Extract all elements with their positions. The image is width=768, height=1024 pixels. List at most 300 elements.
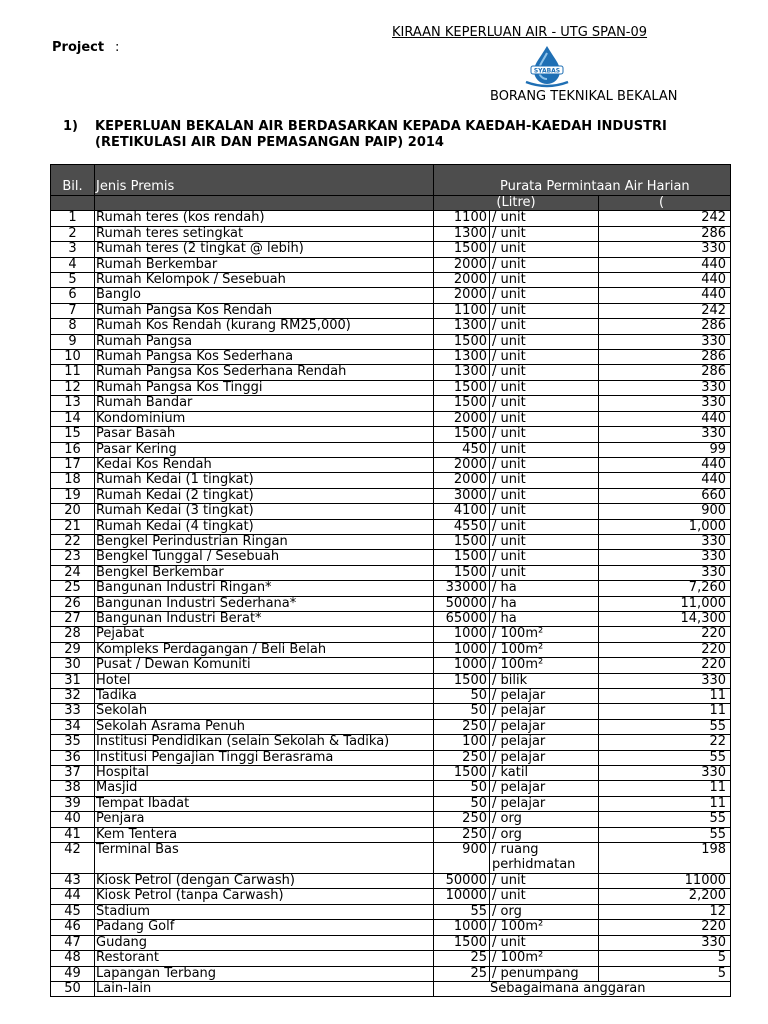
cell-gallon-value: 2,200 xyxy=(599,889,731,904)
syabas-logo xyxy=(522,44,572,90)
section-heading-line1: KEPERLUAN BEKALAN AIR BERDASARKAN KEPADA KAEDAH-KAEDAH INDUSTRI xyxy=(95,119,667,134)
cell-gallon-value: 286 xyxy=(599,365,731,380)
cell-bil: 3 xyxy=(51,242,95,257)
cell-litre-value: 33000 xyxy=(434,581,490,596)
cell-jenis-premis: Rumah Kedai (1 tingkat) xyxy=(95,473,434,488)
cell-gallon-value: 55 xyxy=(599,719,731,734)
table-row xyxy=(51,288,731,303)
cell-unit: / pelajar xyxy=(490,796,599,811)
form-subtitle: BORANG TEKNIKAL BEKALAN xyxy=(490,89,678,104)
cell-gallon-value: 660 xyxy=(599,488,731,503)
header-jenis-premis: Jenis Premis xyxy=(95,165,434,196)
cell-jenis-premis: Rumah Pangsa xyxy=(95,334,434,349)
cell-bil: 17 xyxy=(51,457,95,472)
cell-jenis-premis: Rumah Kelompok / Sesebuah xyxy=(95,273,434,288)
table-row xyxy=(51,211,731,226)
table-row xyxy=(51,920,731,935)
table-row xyxy=(51,796,731,811)
cell-gallon-value: 11000 xyxy=(599,874,731,889)
cell-gallon-value: 55 xyxy=(599,812,731,827)
table-row xyxy=(51,473,731,488)
cell-litre-value: 100 xyxy=(434,735,490,750)
cell-gallon-value: 12 xyxy=(599,904,731,919)
cell-jenis-premis: Rumah teres (kos rendah) xyxy=(95,211,434,226)
cell-unit: / ruang perhidmatan xyxy=(490,843,599,874)
cell-unit: / 100m² xyxy=(490,627,599,642)
cell-jenis-premis: Restorant xyxy=(95,951,434,966)
cell-bil: 7 xyxy=(51,303,95,318)
cell-gallon-value: 286 xyxy=(599,226,731,241)
table-row xyxy=(51,242,731,257)
table-row xyxy=(51,442,731,457)
cell-unit: / unit xyxy=(490,380,599,395)
cell-bil: 21 xyxy=(51,519,95,534)
cell-unit: / pelajar xyxy=(490,704,599,719)
cell-gallon-value: 330 xyxy=(599,427,731,442)
cell-litre-value: 1100 xyxy=(434,303,490,318)
cell-bil: 31 xyxy=(51,673,95,688)
cell-unit: / unit xyxy=(490,396,599,411)
cell-bil: 48 xyxy=(51,951,95,966)
cell-jenis-premis: Pusat / Dewan Komuniti xyxy=(95,658,434,673)
cell-bil: 1 xyxy=(51,211,95,226)
table-row xyxy=(51,257,731,272)
cell-unit: / unit xyxy=(490,874,599,889)
cell-jenis-premis: Bengkel Tunggal / Sesebuah xyxy=(95,550,434,565)
cell-unit: / katil xyxy=(490,766,599,781)
cell-unit: / unit xyxy=(490,442,599,457)
subheader-gallon: ( xyxy=(599,196,731,211)
cell-litre-value: 2000 xyxy=(434,473,490,488)
table-row xyxy=(51,889,731,904)
water-demand-table xyxy=(50,164,731,997)
cell-gallon-value: 330 xyxy=(599,550,731,565)
cell-unit: / unit xyxy=(490,257,599,272)
cell-litre-value: 50 xyxy=(434,689,490,704)
cell-jenis-premis: Hotel xyxy=(95,673,434,688)
cell-jenis-premis: Penjara xyxy=(95,812,434,827)
table-row xyxy=(51,750,731,765)
cell-litre-value: 900 xyxy=(434,843,490,874)
table-row xyxy=(51,365,731,380)
cell-jenis-premis: Bangunan Industri Ringan* xyxy=(95,581,434,596)
cell-jenis-premis: Stadium xyxy=(95,904,434,919)
project-colon: : xyxy=(115,40,120,55)
cell-unit: / unit xyxy=(490,519,599,534)
cell-unit: / ha xyxy=(490,596,599,611)
cell-jenis-premis: Sekolah xyxy=(95,704,434,719)
cell-unit: / unit xyxy=(490,534,599,549)
cell-gallon-value: 11,000 xyxy=(599,596,731,611)
cell-bil: 4 xyxy=(51,257,95,272)
table-row xyxy=(51,642,731,657)
cell-gallon-value: 22 xyxy=(599,735,731,750)
cell-gallon-value: 286 xyxy=(599,319,731,334)
cell-litre-value: 450 xyxy=(434,442,490,457)
cell-litre-value: 3000 xyxy=(434,488,490,503)
cell-unit: / unit xyxy=(490,303,599,318)
table-row xyxy=(51,334,731,349)
subheader-litre: (Litre) xyxy=(434,196,599,211)
table-row xyxy=(51,904,731,919)
table-row xyxy=(51,303,731,318)
cell-unit: / unit xyxy=(490,457,599,472)
cell-bil: 15 xyxy=(51,427,95,442)
cell-unit: / pelajar xyxy=(490,719,599,734)
cell-gallon-value: 330 xyxy=(599,565,731,580)
cell-gallon-value: 5 xyxy=(599,951,731,966)
cell-litre-value: 1300 xyxy=(434,226,490,241)
cell-jenis-premis: Bengkel Perindustrian Ringan xyxy=(95,534,434,549)
cell-litre-value: 50 xyxy=(434,704,490,719)
cell-litre-value: 65000 xyxy=(434,611,490,626)
document-title: KIRAAN KEPERLUAN AIR - UTG SPAN-09 xyxy=(392,25,648,40)
cell-bil: 24 xyxy=(51,565,95,580)
cell-litre-value: 50 xyxy=(434,796,490,811)
cell-unit: / unit xyxy=(490,935,599,950)
cell-bil: 40 xyxy=(51,812,95,827)
cell-bil: 14 xyxy=(51,411,95,426)
cell-gallon-value: 440 xyxy=(599,257,731,272)
cell-jenis-premis: Sekolah Asrama Penuh xyxy=(95,719,434,734)
cell-unit: / unit xyxy=(490,427,599,442)
cell-gallon-value: 55 xyxy=(599,827,731,842)
cell-bil: 26 xyxy=(51,596,95,611)
cell-bil: 13 xyxy=(51,396,95,411)
cell-gallon-value: 440 xyxy=(599,273,731,288)
cell-jenis-premis: Terminal Bas xyxy=(95,843,434,874)
cell-gallon-value: 5 xyxy=(599,966,731,981)
logo-text: SYABAS xyxy=(533,67,561,75)
cell-unit: / pelajar xyxy=(490,689,599,704)
table-row xyxy=(51,874,731,889)
cell-bil: 35 xyxy=(51,735,95,750)
cell-unit: / pelajar xyxy=(490,735,599,750)
subheader-empty-bil xyxy=(51,196,95,211)
cell-jenis-premis: Kondominium xyxy=(95,411,434,426)
cell-jenis-premis: Kedai Kos Rendah xyxy=(95,457,434,472)
cell-bil: 28 xyxy=(51,627,95,642)
cell-gallon-value: 220 xyxy=(599,658,731,673)
cell-bil: 39 xyxy=(51,796,95,811)
table-row xyxy=(51,812,731,827)
table-row xyxy=(51,273,731,288)
table-body xyxy=(51,211,731,997)
cell-gallon-value: 440 xyxy=(599,411,731,426)
cell-litre-value: 1000 xyxy=(434,658,490,673)
cell-litre-value: 25 xyxy=(434,951,490,966)
cell-unit: / unit xyxy=(490,350,599,365)
table-row xyxy=(51,457,731,472)
table-row xyxy=(51,396,731,411)
cell-bil: 8 xyxy=(51,319,95,334)
subheader-empty-jenis xyxy=(95,196,434,211)
cell-litre-value: 1100 xyxy=(434,211,490,226)
cell-jenis-premis: Padang Golf xyxy=(95,920,434,935)
cell-bil: 19 xyxy=(51,488,95,503)
table-row xyxy=(51,350,731,365)
cell-gallon-value: 11 xyxy=(599,689,731,704)
cell-bil: 16 xyxy=(51,442,95,457)
cell-litre-value: 50 xyxy=(434,781,490,796)
cell-jenis-premis: Institusi Pendidikan (selain Sekolah & Tadika) xyxy=(95,735,434,750)
cell-jenis-premis: Rumah teres setingkat xyxy=(95,226,434,241)
cell-jenis-premis: Kem Tentera xyxy=(95,827,434,842)
cell-litre-value: 1500 xyxy=(434,534,490,549)
cell-litre-value: 1500 xyxy=(434,935,490,950)
table-header-row xyxy=(51,165,731,196)
cell-bil: 42 xyxy=(51,843,95,874)
table-row xyxy=(51,380,731,395)
cell-bil: 46 xyxy=(51,920,95,935)
cell-litre-value: 50000 xyxy=(434,874,490,889)
cell-gallon-value: 11 xyxy=(599,781,731,796)
cell-litre-value: 250 xyxy=(434,827,490,842)
cell-jenis-premis: Kiosk Petrol (tanpa Carwash) xyxy=(95,889,434,904)
cell-jenis-premis: Bangunan Industri Berat* xyxy=(95,611,434,626)
cell-bil: 20 xyxy=(51,504,95,519)
cell-bil: 27 xyxy=(51,611,95,626)
cell-bil: 34 xyxy=(51,719,95,734)
table-subheader-row xyxy=(51,196,731,211)
table-row xyxy=(51,534,731,549)
cell-gallon-value: 900 xyxy=(599,504,731,519)
cell-unit: / 100m² xyxy=(490,642,599,657)
cell-bil: 9 xyxy=(51,334,95,349)
cell-gallon-value: 440 xyxy=(599,288,731,303)
project-label: Project xyxy=(52,40,105,55)
cell-bil: 10 xyxy=(51,350,95,365)
cell-litre-value: 1500 xyxy=(434,334,490,349)
cell-unit: / unit xyxy=(490,550,599,565)
cell-litre-value: 1000 xyxy=(434,627,490,642)
cell-unit: / unit xyxy=(490,473,599,488)
cell-litre-value: 1500 xyxy=(434,396,490,411)
cell-bil: 36 xyxy=(51,750,95,765)
cell-bil: 6 xyxy=(51,288,95,303)
table-row xyxy=(51,411,731,426)
header-purata: Purata Permintaan Air Harian xyxy=(434,165,731,196)
cell-unit: / unit xyxy=(490,242,599,257)
cell-gallon-value: 242 xyxy=(599,303,731,318)
cell-unit: / unit xyxy=(490,411,599,426)
table-row xyxy=(51,966,731,981)
cell-jenis-premis: Gudang xyxy=(95,935,434,950)
cell-gallon-value: 330 xyxy=(599,396,731,411)
cell-bil: 41 xyxy=(51,827,95,842)
cell-bil: 30 xyxy=(51,658,95,673)
cell-jenis-premis: Rumah Pangsa Kos Rendah xyxy=(95,303,434,318)
table-row xyxy=(51,427,731,442)
cell-bil: 23 xyxy=(51,550,95,565)
cell-bil: 44 xyxy=(51,889,95,904)
cell-litre-value: 1500 xyxy=(434,380,490,395)
cell-gallon-value: 11 xyxy=(599,704,731,719)
cell-unit: / unit xyxy=(490,226,599,241)
water-demand-table-container xyxy=(50,164,727,1002)
cell-bil: 33 xyxy=(51,704,95,719)
cell-gallon-value: 286 xyxy=(599,350,731,365)
table-row xyxy=(51,766,731,781)
cell-unit: / 100m² xyxy=(490,658,599,673)
cell-litre-value: 4100 xyxy=(434,504,490,519)
cell-jenis-premis: Tempat Ibadat xyxy=(95,796,434,811)
cell-gallon-value: 330 xyxy=(599,534,731,549)
table-row xyxy=(51,843,731,874)
cell-bil: 50 xyxy=(51,981,95,996)
cell-gallon-value: 330 xyxy=(599,673,731,688)
table-row xyxy=(51,673,731,688)
cell-unit: / pelajar xyxy=(490,750,599,765)
cell-jenis-premis: Rumah Pangsa Kos Sederhana Rendah xyxy=(95,365,434,380)
cell-gallon-value: 242 xyxy=(599,211,731,226)
table-row xyxy=(51,704,731,719)
cell-estimate-note: Sebagaimana anggaran xyxy=(434,981,731,996)
cell-litre-value: 2000 xyxy=(434,288,490,303)
cell-unit: / unit xyxy=(490,565,599,580)
cell-unit: / unit xyxy=(490,504,599,519)
cell-bil: 11 xyxy=(51,365,95,380)
cell-litre-value: 250 xyxy=(434,719,490,734)
table-row xyxy=(51,951,731,966)
cell-jenis-premis: Rumah Kedai (2 tingkat) xyxy=(95,488,434,503)
cell-jenis-premis: Kiosk Petrol (dengan Carwash) xyxy=(95,874,434,889)
cell-unit: / unit xyxy=(490,211,599,226)
cell-litre-value: 50000 xyxy=(434,596,490,611)
table-row xyxy=(51,735,731,750)
cell-bil: 18 xyxy=(51,473,95,488)
cell-litre-value: 1500 xyxy=(434,242,490,257)
cell-bil: 32 xyxy=(51,689,95,704)
cell-litre-value: 2000 xyxy=(434,257,490,272)
table-row xyxy=(51,981,731,996)
cell-gallon-value: 7,260 xyxy=(599,581,731,596)
cell-unit: / org xyxy=(490,812,599,827)
section-number: 1) xyxy=(63,119,78,134)
cell-unit: / bilik xyxy=(490,673,599,688)
cell-litre-value: 1000 xyxy=(434,642,490,657)
cell-gallon-value: 330 xyxy=(599,380,731,395)
cell-gallon-value: 11 xyxy=(599,796,731,811)
table-row xyxy=(51,226,731,241)
cell-gallon-value: 55 xyxy=(599,750,731,765)
cell-jenis-premis: Kompleks Perdagangan / Beli Belah xyxy=(95,642,434,657)
cell-jenis-premis: Lapangan Terbang xyxy=(95,966,434,981)
cell-unit: / penumpang xyxy=(490,966,599,981)
table-row xyxy=(51,658,731,673)
cell-gallon-value: 1,000 xyxy=(599,519,731,534)
table-row xyxy=(51,827,731,842)
cell-jenis-premis: Masjid xyxy=(95,781,434,796)
cell-jenis-premis: Rumah Kos Rendah (kurang RM25,000) xyxy=(95,319,434,334)
cell-litre-value: 250 xyxy=(434,812,490,827)
cell-litre-value: 4550 xyxy=(434,519,490,534)
cell-litre-value: 1500 xyxy=(434,766,490,781)
cell-litre-value: 1300 xyxy=(434,350,490,365)
table-row xyxy=(51,935,731,950)
table-row xyxy=(51,596,731,611)
cell-bil: 47 xyxy=(51,935,95,950)
cell-bil: 25 xyxy=(51,581,95,596)
cell-bil: 22 xyxy=(51,534,95,549)
cell-gallon-value: 220 xyxy=(599,920,731,935)
header-bil: Bil. xyxy=(51,165,95,196)
cell-jenis-premis: Hospital xyxy=(95,766,434,781)
cell-gallon-value: 198 xyxy=(599,843,731,874)
cell-jenis-premis: Rumah Kedai (3 tingkat) xyxy=(95,504,434,519)
cell-jenis-premis: Rumah teres (2 tingkat @ lebih) xyxy=(95,242,434,257)
cell-litre-value: 1500 xyxy=(434,673,490,688)
cell-litre-value: 2000 xyxy=(434,273,490,288)
cell-bil: 29 xyxy=(51,642,95,657)
cell-bil: 43 xyxy=(51,874,95,889)
cell-jenis-premis: Pejabat xyxy=(95,627,434,642)
cell-litre-value: 1500 xyxy=(434,427,490,442)
table-row xyxy=(51,519,731,534)
cell-unit: / pelajar xyxy=(490,781,599,796)
cell-unit: / 100m² xyxy=(490,920,599,935)
cell-bil: 37 xyxy=(51,766,95,781)
cell-litre-value: 1000 xyxy=(434,920,490,935)
cell-litre-value: 25 xyxy=(434,966,490,981)
table-row xyxy=(51,488,731,503)
cell-jenis-premis: Pasar Basah xyxy=(95,427,434,442)
cell-bil: 38 xyxy=(51,781,95,796)
section-heading-line2: (RETIKULASI AIR DAN PEMASANGAN PAIP) 2014 xyxy=(95,135,444,150)
table-row xyxy=(51,719,731,734)
cell-litre-value: 55 xyxy=(434,904,490,919)
cell-litre-value: 2000 xyxy=(434,457,490,472)
table-row xyxy=(51,550,731,565)
cell-litre-value: 250 xyxy=(434,750,490,765)
cell-unit: / unit xyxy=(490,288,599,303)
cell-jenis-premis: Rumah Berkembar xyxy=(95,257,434,272)
cell-gallon-value: 440 xyxy=(599,457,731,472)
cell-jenis-premis: Rumah Pangsa Kos Sederhana xyxy=(95,350,434,365)
cell-unit: / ha xyxy=(490,611,599,626)
table-row xyxy=(51,611,731,626)
cell-bil: 5 xyxy=(51,273,95,288)
table-row xyxy=(51,581,731,596)
cell-jenis-premis: Rumah Pangsa Kos Tinggi xyxy=(95,380,434,395)
cell-jenis-premis: Rumah Bandar xyxy=(95,396,434,411)
table-row xyxy=(51,689,731,704)
cell-bil: 12 xyxy=(51,380,95,395)
cell-litre-value: 1500 xyxy=(434,565,490,580)
table-row xyxy=(51,627,731,642)
cell-bil: 2 xyxy=(51,226,95,241)
cell-litre-value: 2000 xyxy=(434,411,490,426)
cell-bil: 45 xyxy=(51,904,95,919)
cell-gallon-value: 330 xyxy=(599,935,731,950)
cell-unit: / unit xyxy=(490,365,599,380)
cell-litre-value: 10000 xyxy=(434,889,490,904)
cell-bil: 49 xyxy=(51,966,95,981)
cell-unit: / org xyxy=(490,827,599,842)
cell-jenis-premis: Banglo xyxy=(95,288,434,303)
cell-jenis-premis: Tadika xyxy=(95,689,434,704)
cell-gallon-value: 440 xyxy=(599,473,731,488)
cell-gallon-value: 14,300 xyxy=(599,611,731,626)
cell-gallon-value: 330 xyxy=(599,334,731,349)
cell-gallon-value: 220 xyxy=(599,627,731,642)
cell-unit: / org xyxy=(490,904,599,919)
cell-gallon-value: 220 xyxy=(599,642,731,657)
cell-gallon-value: 99 xyxy=(599,442,731,457)
cell-unit: / ha xyxy=(490,581,599,596)
cell-unit: / unit xyxy=(490,488,599,503)
table-row xyxy=(51,565,731,580)
